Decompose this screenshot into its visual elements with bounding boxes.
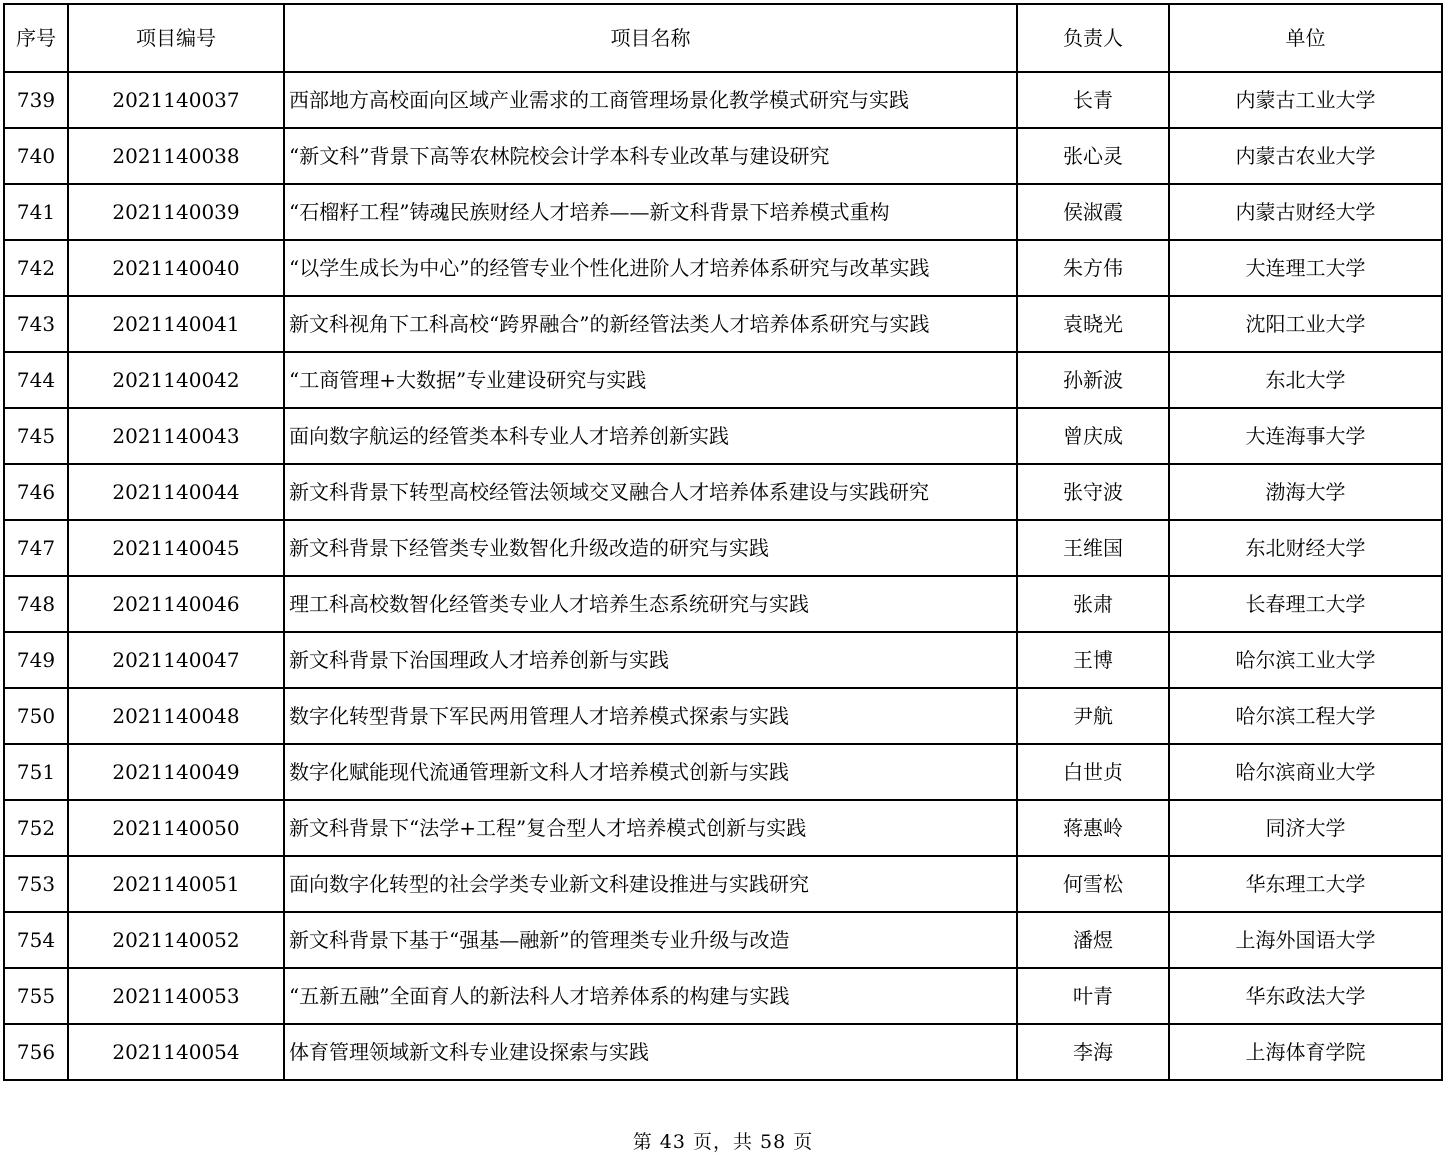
leader-cell: 蒋惠岭 xyxy=(1017,800,1169,856)
project-code-cell: 2021140045 xyxy=(68,520,284,576)
table-row xyxy=(4,464,1442,520)
project-code-cell: 2021140049 xyxy=(68,744,284,800)
project-name-cell: 面向数字航运的经管类本科专业人才培养创新实践 xyxy=(284,408,1017,464)
project-table xyxy=(3,3,1443,1081)
project-name-cell: 西部地方高校面向区域产业需求的工商管理场景化教学模式研究与实践 xyxy=(284,72,1017,128)
project-name-cell: “石榴籽工程”铸魂民族财经人才培养——新文科背景下培养模式重构 xyxy=(284,184,1017,240)
leader-cell: 尹航 xyxy=(1017,688,1169,744)
leader-cell: 王博 xyxy=(1017,632,1169,688)
project-name-cell: 面向数字化转型的社会学类专业新文科建设推进与实践研究 xyxy=(284,856,1017,912)
table-row xyxy=(4,352,1442,408)
header-project-code: 项目编号 xyxy=(68,4,284,72)
project-code-cell: 2021140054 xyxy=(68,1024,284,1080)
unit-cell: 华东理工大学 xyxy=(1169,856,1442,912)
table-row xyxy=(4,520,1442,576)
leader-cell: 张肃 xyxy=(1017,576,1169,632)
project-name-cell: 数字化转型背景下军民两用管理人才培养模式探索与实践 xyxy=(284,688,1017,744)
unit-cell: 大连海事大学 xyxy=(1169,408,1442,464)
unit-cell: 大连理工大学 xyxy=(1169,240,1442,296)
table-row xyxy=(4,744,1442,800)
unit-cell: 长春理工大学 xyxy=(1169,576,1442,632)
serial-cell: 753 xyxy=(4,856,68,912)
unit-cell: 沈阳工业大学 xyxy=(1169,296,1442,352)
header-serial: 序号 xyxy=(4,4,68,72)
leader-cell: 张心灵 xyxy=(1017,128,1169,184)
table-row xyxy=(4,128,1442,184)
leader-cell: 朱方伟 xyxy=(1017,240,1169,296)
serial-cell: 756 xyxy=(4,1024,68,1080)
table-row xyxy=(4,184,1442,240)
serial-cell: 752 xyxy=(4,800,68,856)
serial-cell: 749 xyxy=(4,632,68,688)
table-row xyxy=(4,240,1442,296)
leader-cell: 孙新波 xyxy=(1017,352,1169,408)
project-name-cell: 新文科视角下工科高校“跨界融合”的新经管法类人才培养体系研究与实践 xyxy=(284,296,1017,352)
serial-cell: 755 xyxy=(4,968,68,1024)
serial-cell: 744 xyxy=(4,352,68,408)
leader-cell: 李海 xyxy=(1017,1024,1169,1080)
unit-cell: 东北财经大学 xyxy=(1169,520,1442,576)
table-row xyxy=(4,688,1442,744)
project-code-cell: 2021140039 xyxy=(68,184,284,240)
project-code-cell: 2021140038 xyxy=(68,128,284,184)
serial-cell: 750 xyxy=(4,688,68,744)
project-name-cell: 理工科高校数智化经管类专业人才培养生态系统研究与实践 xyxy=(284,576,1017,632)
serial-cell: 748 xyxy=(4,576,68,632)
project-name-cell: 新文科背景下基于“强基—融新”的管理类专业升级与改造 xyxy=(284,912,1017,968)
project-name-cell: 新文科背景下治国理政人才培养创新与实践 xyxy=(284,632,1017,688)
unit-cell: 渤海大学 xyxy=(1169,464,1442,520)
serial-cell: 745 xyxy=(4,408,68,464)
table-row xyxy=(4,856,1442,912)
header-row xyxy=(4,4,1442,72)
page-footer: 第 43 页，共 58 页 xyxy=(632,1131,814,1153)
serial-cell: 746 xyxy=(4,464,68,520)
header-leader: 负责人 xyxy=(1017,4,1169,72)
unit-cell: 哈尔滨商业大学 xyxy=(1169,744,1442,800)
project-code-cell: 2021140053 xyxy=(68,968,284,1024)
serial-cell: 747 xyxy=(4,520,68,576)
table-row xyxy=(4,296,1442,352)
project-code-cell: 2021140046 xyxy=(68,576,284,632)
leader-cell: 袁晓光 xyxy=(1017,296,1169,352)
project-name-cell: 数字化赋能现代流通管理新文科人才培养模式创新与实践 xyxy=(284,744,1017,800)
unit-cell: 内蒙古财经大学 xyxy=(1169,184,1442,240)
project-code-cell: 2021140047 xyxy=(68,632,284,688)
leader-cell: 长青 xyxy=(1017,72,1169,128)
project-code-cell: 2021140042 xyxy=(68,352,284,408)
table-row xyxy=(4,632,1442,688)
project-name-cell: “新文科”背景下高等农林院校会计学本科专业改革与建设研究 xyxy=(284,128,1017,184)
unit-cell: 上海体育学院 xyxy=(1169,1024,1442,1080)
leader-cell: 何雪松 xyxy=(1017,856,1169,912)
table-body xyxy=(4,72,1442,1080)
unit-cell: 华东政法大学 xyxy=(1169,968,1442,1024)
project-code-cell: 2021140048 xyxy=(68,688,284,744)
leader-cell: 叶青 xyxy=(1017,968,1169,1024)
project-name-cell: 体育管理领域新文科专业建设探索与实践 xyxy=(284,1024,1017,1080)
project-code-cell: 2021140041 xyxy=(68,296,284,352)
serial-cell: 743 xyxy=(4,296,68,352)
project-code-cell: 2021140037 xyxy=(68,72,284,128)
header-project-name: 项目名称 xyxy=(284,4,1017,72)
project-code-cell: 2021140052 xyxy=(68,912,284,968)
unit-cell: 哈尔滨工业大学 xyxy=(1169,632,1442,688)
project-code-cell: 2021140044 xyxy=(68,464,284,520)
leader-cell: 王维国 xyxy=(1017,520,1169,576)
project-name-cell: 新文科背景下“法学+工程”复合型人才培养模式创新与实践 xyxy=(284,800,1017,856)
leader-cell: 白世贞 xyxy=(1017,744,1169,800)
project-name-cell: “以学生成长为中心”的经管专业个性化进阶人才培养体系研究与改革实践 xyxy=(284,240,1017,296)
header-unit: 单位 xyxy=(1169,4,1442,72)
project-name-cell: 新文科背景下转型高校经管法领域交叉融合人才培养体系建设与实践研究 xyxy=(284,464,1017,520)
serial-cell: 739 xyxy=(4,72,68,128)
unit-cell: 哈尔滨工程大学 xyxy=(1169,688,1442,744)
serial-cell: 742 xyxy=(4,240,68,296)
leader-cell: 曾庆成 xyxy=(1017,408,1169,464)
table-row xyxy=(4,968,1442,1024)
serial-cell: 751 xyxy=(4,744,68,800)
table-row xyxy=(4,408,1442,464)
unit-cell: 上海外国语大学 xyxy=(1169,912,1442,968)
project-name-cell: 新文科背景下经管类专业数智化升级改造的研究与实践 xyxy=(284,520,1017,576)
project-code-cell: 2021140050 xyxy=(68,800,284,856)
project-name-cell: “工商管理+大数据”专业建设研究与实践 xyxy=(284,352,1017,408)
table-row xyxy=(4,912,1442,968)
project-code-cell: 2021140051 xyxy=(68,856,284,912)
unit-cell: 内蒙古农业大学 xyxy=(1169,128,1442,184)
project-name-cell: “五新五融”全面育人的新法科人才培养体系的构建与实践 xyxy=(284,968,1017,1024)
table-row xyxy=(4,1024,1442,1080)
table-row xyxy=(4,800,1442,856)
unit-cell: 同济大学 xyxy=(1169,800,1442,856)
leader-cell: 侯淑霞 xyxy=(1017,184,1169,240)
project-code-cell: 2021140043 xyxy=(68,408,284,464)
table-row xyxy=(4,576,1442,632)
table-row xyxy=(4,72,1442,128)
serial-cell: 754 xyxy=(4,912,68,968)
serial-cell: 741 xyxy=(4,184,68,240)
serial-cell: 740 xyxy=(4,128,68,184)
leader-cell: 潘煜 xyxy=(1017,912,1169,968)
leader-cell: 张守波 xyxy=(1017,464,1169,520)
unit-cell: 内蒙古工业大学 xyxy=(1169,72,1442,128)
project-code-cell: 2021140040 xyxy=(68,240,284,296)
unit-cell: 东北大学 xyxy=(1169,352,1442,408)
